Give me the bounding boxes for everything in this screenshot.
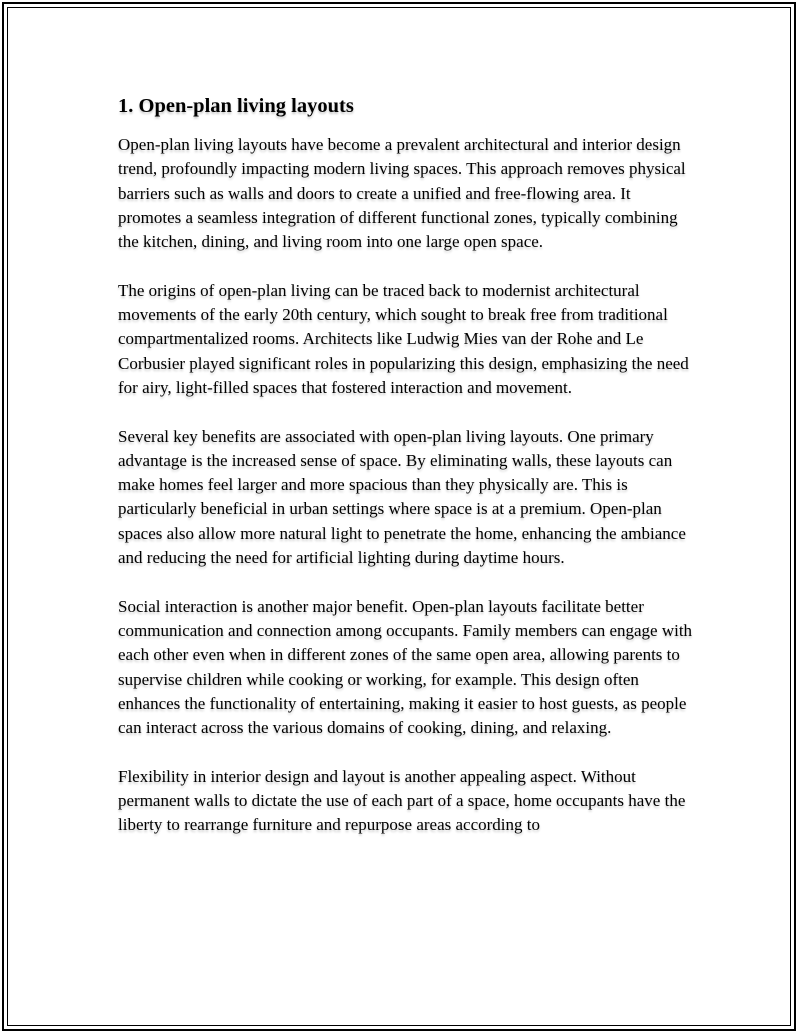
paragraph-5: Flexibility in interior design and layout is another appealing aspect. Without permanent walls to dictate the use of each part of a space, home occupants have the liberty to rearrange furniture and repurpose areas according to (118, 766, 686, 835)
document-body (118, 92, 693, 862)
paragraph-4: Social interaction is another major benefit. Open-plan layouts facilitate better communication and connection among occupants. Family members can engage with each other even when in different zones of the same open area, allowing parents to supervise children while cooking or working, for example. This design often enhances the functionality of entertaining, making it easier to host guests, as people can interact across the various domains of cooking, dining, and relaxing. (118, 596, 693, 738)
paragraph-2: The origins of open-plan living can be traced back to modernist architectural movements of the early 20th century, which sought to break free from traditional compartmentalized rooms. Architects like Ludwig Mies van der Rohe and Le Corbusier played significant roles in popularizing this design, emphasizing the need for airy, light-filled spaces that fostered interaction and movement. (118, 280, 689, 397)
paragraph-1: Open-plan living layouts have become a prevalent architectural and interior design trend, profoundly impacting modern living spaces. This approach removes physical barriers such as walls and doors to create a unified and free-flowing area. It promotes a seamless integration of different functional zones, typically combining the kitchen, dining, and living room into one large open space. (118, 135, 686, 252)
paragraph-3: Several key benefits are associated with open-plan living layouts. One primary advantage is the increased sense of space. By eliminating walls, these layouts can make homes feel larger and more spacious than they physically are. This is particularly beneficial in urban settings where space is at a premium. Open-plan spaces also allow more natural light to penetrate the home, enhancing the ambiance and reducing the need for artificial lighting during daytime hours. (118, 426, 686, 568)
section-title: 1. Open-plan living layouts (118, 95, 354, 117)
